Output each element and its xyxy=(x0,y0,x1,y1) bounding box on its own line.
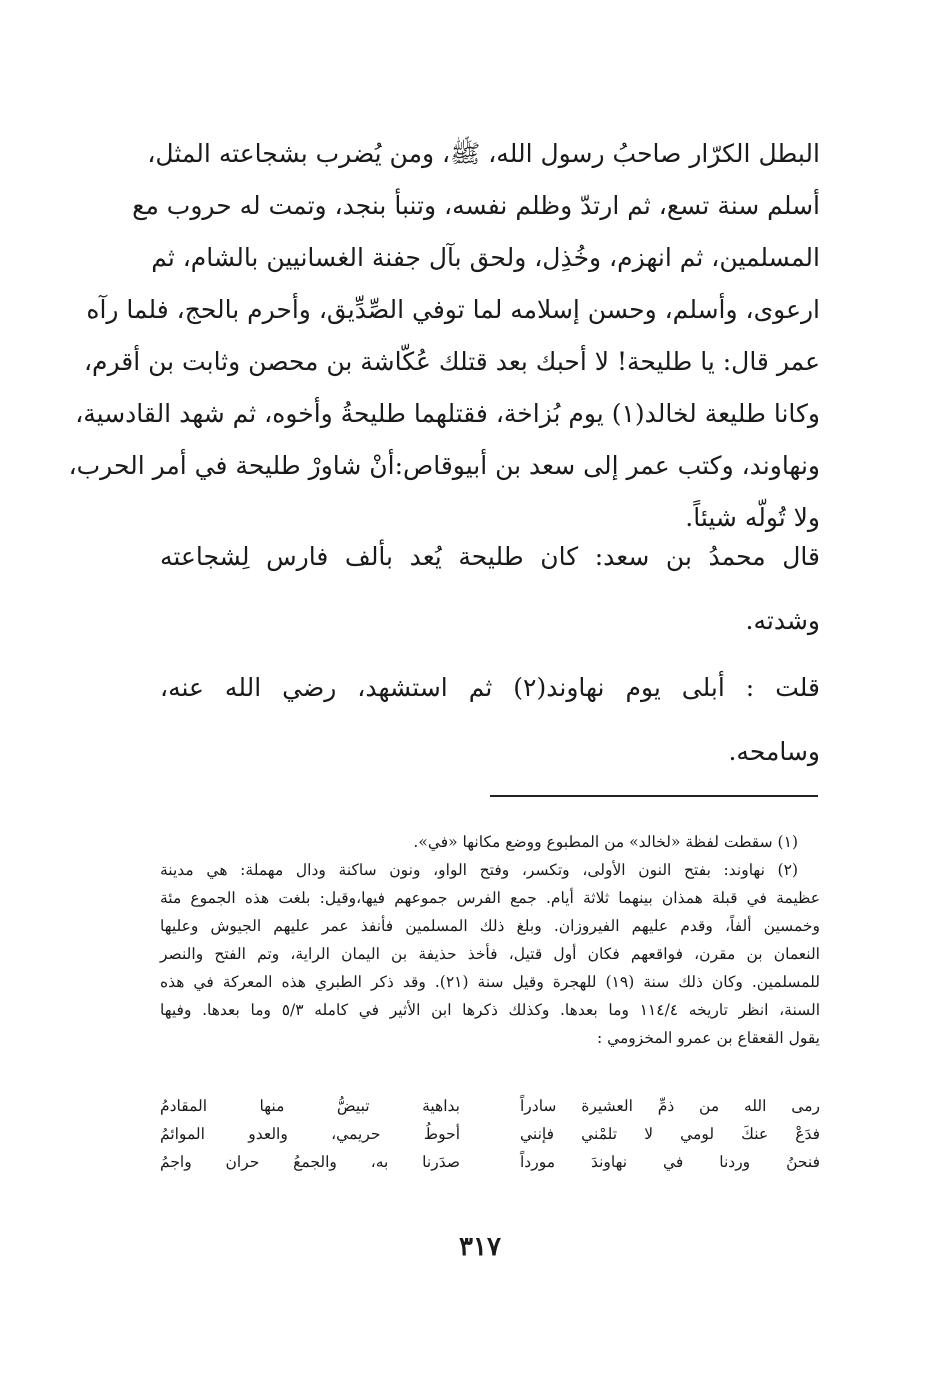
footnote-2-line: النعمان بن مقرن، فواقعهم فكان أول قتيل، فأخذ حذيفة بن اليمان الراية، وتم الفتح والنصر xyxy=(160,945,820,963)
poem-verse xyxy=(160,1120,820,1148)
text-line: ولا تُولّه شيئاً. xyxy=(685,503,820,532)
poem-verse xyxy=(160,1148,820,1176)
footnotes xyxy=(160,828,820,1052)
verse-first-half: رمى الله من ذمِّ العشيرة سادراً xyxy=(520,1097,820,1115)
text-line: عمر قال: يا طليحة! لا أحبك بعد قتلك عُكّاشة بن محصن وثابت بن أقرم، xyxy=(83,347,820,376)
text-line: وشدته. xyxy=(745,606,820,635)
footnote-separator xyxy=(490,795,818,797)
verse-first-half: فدَعْ عنكَ لومي لا تلمْني فإنني xyxy=(520,1125,820,1143)
footnote-2-line: (٢) نهاوند: بفتح النون الأولى، وتكسر، وفتح الواو، ونون ساكنة ودال مهملة: هي مدينة xyxy=(160,861,798,879)
main-paragraph-2 xyxy=(160,525,820,653)
footnote-1: (١) سقطت لفظة «لخالد» من المطبوع ووضع مكانها «في». xyxy=(413,833,798,851)
footnote-2-line: يقول القعقاع بن عمرو المخزومي : xyxy=(596,1029,820,1047)
poem-verse xyxy=(160,1092,820,1120)
footnote-2-line: عظيمة في قبلة همذان بينهما ثلاثة أيام. جمع الفرس جموعهم فيها،وقيل: بلغت هذه الجموع مئة xyxy=(160,889,820,907)
text-line: المسلمين، ثم انهزم، وخُذِل، ولحق بآل جفنة الغسانيين بالشام، ثم xyxy=(151,243,820,272)
text-line: أسلم سنة تسع، ثم ارتدّ وظلم نفسه، وتنبأ بنجد، وتمت له حروب مع xyxy=(132,191,820,220)
text-line: وسامحه. xyxy=(728,737,820,766)
poem xyxy=(160,1092,820,1176)
footnote-2-line: للمسلمين. وكان ذلك سنة (١٩) للهجرة وقيل سنة (٢١). وقد ذكر الطبري هذه المعركة في هذه xyxy=(160,973,820,991)
verse-second-half: صدَرنا به، والجمعُ حران واجمُ xyxy=(160,1153,460,1171)
text-line: وكانا طليعة لخالد(١) يوم بُزاخة، فقتلهما طليحةُ وأخوه، ثم شهد القادسية، xyxy=(75,399,820,428)
page-number: ٣١٧ xyxy=(459,1232,501,1262)
verse-second-half: بداهية تبيضُّ منها المقادمُ xyxy=(160,1097,460,1115)
text-line: قال محمدُ بن سعد: كان طليحة يُعد بألف فارس لِشجاعته xyxy=(160,542,820,571)
verse-first-half: فنحنُ وردنا في نهاوندَ مورداً xyxy=(520,1153,820,1171)
verse-second-half: أحوطُ حريمي، والعدو الموائمُ xyxy=(160,1125,460,1143)
text-line: ونهاوند، وكتب عمر إلى سعد بن أبيوقاص:أنْ شاورْ طليحة في أمر الحرب، xyxy=(68,451,820,480)
main-paragraph-3 xyxy=(160,656,820,784)
text-line: ارعوى، وأسلم، وحسن إسلامه لما توفي الصِّدِّيق، وأحرم بالحج، فلما رآه xyxy=(86,295,820,324)
text-line: قلت : أبلى يوم نهاوند(٢) ثم استشهد، رضي الله عنه، xyxy=(160,673,820,702)
footnote-2-line: السنة، انظر تاريخه ١١٤/٤ وما بعدها. وكذلك ذكرها ابن الأثير في كامله ٥/٣ وما بعدها. وفيها xyxy=(160,1001,820,1019)
text-line: البطل الكرّار صاحبُ رسول الله، ﷺ، ومن يُضرب بشجاعته المثل، xyxy=(147,139,820,168)
footnote-2-line: وخمسين ألفاً، وقدم عليهم الفيروزان. وبلغ ذلك المسلمين فأنفذ عمر عليهم الجيوش وعليها xyxy=(160,917,820,935)
main-paragraph-1 xyxy=(68,128,820,544)
